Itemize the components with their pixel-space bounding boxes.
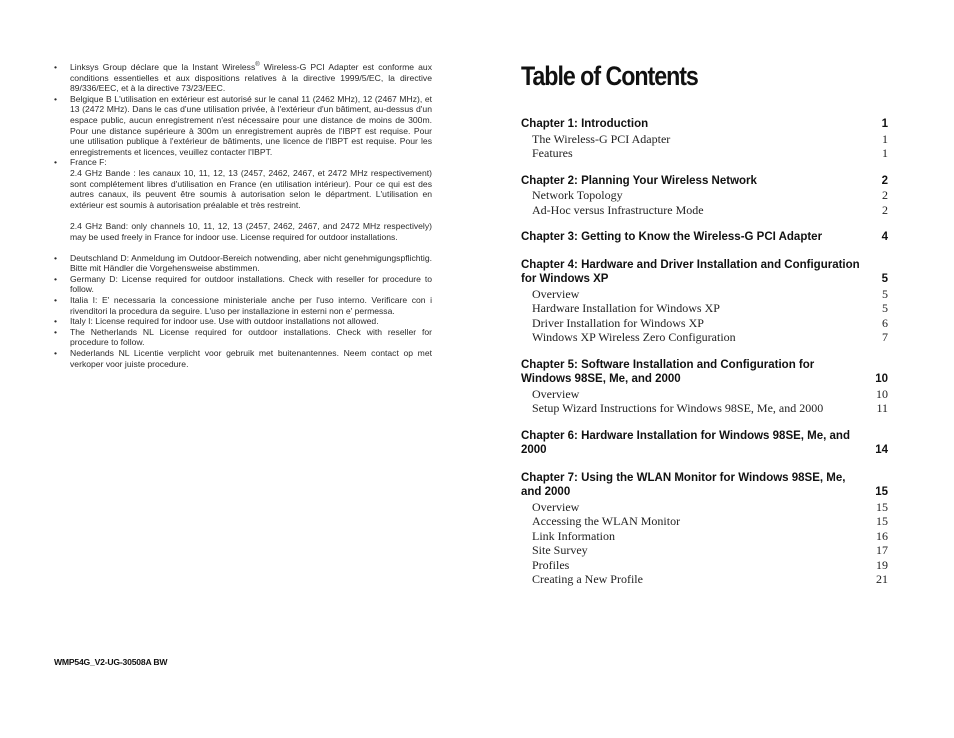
- notice-item-belgique: [54, 94, 432, 158]
- section-title: Features: [532, 146, 573, 160]
- chapter-title: Chapter 5: Software Installation and Configuration for Windows 98SE, Me, and 2000: [521, 358, 815, 385]
- notice-text: Deutschland D: Anmeldung im Outdoor-Bereich notwending, aber nicht genehmigungspflichtig. Bitte mit Händler die Vorgehensweise abstimmen.: [70, 252, 432, 274]
- notice-item-netherlands: [54, 327, 432, 348]
- section-title: Link Information: [532, 528, 615, 543]
- section-page-number: 19: [876, 557, 888, 572]
- toc-chapter-6: [521, 429, 888, 458]
- chapter-page-number: 5: [881, 273, 888, 285]
- chapter-entry[interactable]: [521, 429, 888, 458]
- section-entry[interactable]: [521, 500, 888, 515]
- notice-item-linksys-group: [54, 62, 432, 94]
- chapter-page-number: 15: [875, 486, 888, 498]
- section-title: The Wireless-G PCI Adapter: [532, 131, 671, 146]
- chapter-title: Chapter 1: Introduction: [521, 118, 649, 130]
- section-title: Windows XP Wireless Zero Configuration: [532, 330, 736, 344]
- section-title: Overview: [532, 386, 580, 401]
- section-entry[interactable]: [521, 330, 888, 345]
- section-page-number: 1: [882, 131, 888, 146]
- bullet: •: [54, 295, 58, 306]
- section-title: Profiles: [532, 557, 570, 572]
- section-entry[interactable]: [521, 316, 888, 331]
- section-entry[interactable]: [521, 301, 888, 316]
- chapter-entry[interactable]: [521, 258, 888, 287]
- section-title: Hardware Installation for Windows XP: [532, 301, 720, 315]
- section-entry[interactable]: [521, 572, 888, 587]
- section-title: Overview: [532, 499, 580, 514]
- section-entry[interactable]: [521, 387, 888, 402]
- toc-chapter-1: [521, 117, 888, 161]
- chapter-entry[interactable]: [521, 230, 888, 245]
- bullet: •: [54, 62, 58, 72]
- chapter-page-number: 2: [881, 174, 888, 187]
- notice-text: Linksys Group déclare que la Instant Wireless® Wireless-G PCI Adapter est conforme aux conditions essentielles et aux dispositions relatives à la directive 1999/5/EC, la directive 89/336/EEC, et à la directive 73/23/EEC.: [70, 62, 432, 94]
- notice-text: Italy I: License required for indoor use. Use with outdoor installations not allowed.: [70, 316, 379, 327]
- section-page-number: 5: [882, 286, 888, 301]
- notice-item-nederlands: [54, 348, 432, 369]
- section-page-number: 6: [882, 315, 888, 330]
- chapter-page-number: 10: [875, 373, 888, 385]
- section-page-number: 11: [876, 401, 888, 415]
- notice-text: Nederlands NL Licentie verplicht voor gebruik met buitenantennes. Neem contact op met verkoper voor juiste procedure.: [70, 348, 432, 369]
- bullet: •: [54, 252, 58, 263]
- toc-chapter-4: [521, 258, 888, 345]
- section-title: Creating a New Profile: [532, 572, 643, 586]
- toc-chapter-3: [521, 230, 888, 245]
- toc-chapter-5: [521, 358, 888, 416]
- notice-item-italia: [54, 295, 432, 316]
- section-entry[interactable]: [521, 132, 888, 147]
- table-of-contents: [521, 60, 888, 600]
- notice-text: Belgique B L'utilisation en extérieur est autorisé sur le canal 11 (2462 MHz), 12 (2467 MHz), et 13 (2472 MHz). Dans le cas d'une utilisation privée, à l'extérieur d'un bâtiment, au-dessus d'un espace public, aucun enregistrement n'est nécessaire pour une distance de moins de 300m. Pour une distance supérieure à 300m un enregistrement auprès de l'IBPT est requise. Pour une utilisation publique à l'extérieur de bâtiments, une licence de l'IBPT est requise. Pour les enregistrements et licences, veuillez contacter l'IBPT.: [70, 93, 432, 157]
- notice-heading: France F:: [70, 157, 107, 168]
- section-entry[interactable]: [521, 514, 888, 529]
- bullet: •: [54, 157, 58, 168]
- bullet: •: [54, 316, 58, 327]
- section-entry[interactable]: [521, 529, 888, 544]
- chapter-entry[interactable]: [521, 358, 888, 387]
- section-page-number: 17: [876, 543, 888, 557]
- section-entry[interactable]: [521, 188, 888, 203]
- chapter-entry[interactable]: [521, 174, 888, 189]
- notice-item-germany: [54, 274, 432, 295]
- section-title: Accessing the WLAN Monitor: [532, 514, 681, 528]
- chapter-title: Chapter 2: Planning Your Wireless Network: [521, 174, 757, 187]
- section-page-number: 7: [882, 330, 888, 344]
- chapter-page-number: 4: [881, 231, 888, 243]
- section-entry[interactable]: [521, 203, 888, 218]
- section-title: Overview: [532, 286, 580, 301]
- section-page-number: 5: [882, 301, 888, 315]
- chapter-title: Chapter 4: Hardware and Driver Installation and Configuration for Windows XP: [521, 258, 860, 285]
- notice-text-fr: 2.4 GHz Bande : les canaux 10, 11, 12, 13 (2457, 2462, 2467, et 2472 MHz respectivement) sont complétement libres d'utilisation en France (en utilisation intérieur). Pour ce qui est des autres canaux, ils peuvent être soumis à autorisation selon le départment. L'utilisation en extérieur est soumis à autorisation préalable et très restreint.: [70, 167, 432, 210]
- bullet: •: [54, 326, 58, 337]
- section-page-number: 16: [876, 528, 888, 543]
- notice-item-deutschland: [54, 253, 432, 274]
- section-title: Site Survey: [532, 543, 588, 557]
- section-page-number: 15: [876, 514, 888, 528]
- notice-item-italy: [54, 316, 432, 327]
- section-page-number: 21: [876, 572, 888, 586]
- document-code: WMP54G_V2-UG-30508A BW: [54, 657, 168, 667]
- regulatory-notices: [54, 62, 432, 369]
- chapter-page-number: 1: [881, 118, 888, 130]
- notice-text: The Netherlands NL License required for outdoor installations. Check with reseller for procedure to follow.: [70, 326, 432, 348]
- chapter-page-number: 14: [875, 444, 888, 456]
- section-entry[interactable]: [521, 558, 888, 573]
- section-title: Setup Wizard Instructions for Windows 98SE, Me, and 2000: [532, 401, 824, 415]
- section-title: Ad-Hoc versus Infrastructure Mode: [532, 202, 704, 217]
- toc-list: [521, 117, 888, 587]
- chapter-entry[interactable]: [521, 117, 888, 132]
- chapter-title: Chapter 3: Getting to Know the Wireless-G PCI Adapter: [521, 231, 823, 243]
- chapter-entry[interactable]: [521, 471, 888, 500]
- bullet: •: [54, 348, 58, 359]
- section-entry[interactable]: [521, 287, 888, 302]
- section-title: Network Topology: [532, 188, 623, 202]
- toc-chapter-7: [521, 471, 888, 587]
- section-entry[interactable]: [521, 401, 888, 416]
- notice-text-en: 2.4 GHz Band: only channels 10, 11, 12, 13 (2457, 2462, 2467, and 2472 MHz respectively) may be used freely in France for indoor use. License required for outdoor installations.: [70, 220, 432, 242]
- notice-text: Germany D: License required for outdoor installations. Check with reseller for procedure to follow.: [70, 273, 432, 295]
- section-page-number: 15: [876, 499, 888, 514]
- chapter-title: Chapter 6: Hardware Installation for Windows 98SE, Me, and 2000: [521, 429, 850, 456]
- section-entry[interactable]: [521, 543, 888, 558]
- toc-chapter-2: [521, 174, 888, 218]
- notice-item-france: [54, 157, 432, 242]
- section-page-number: 2: [882, 202, 888, 217]
- section-page-number: 10: [876, 386, 888, 401]
- bullet: •: [54, 93, 58, 104]
- notice-list: [54, 62, 432, 369]
- page-title: Table of Contents: [521, 61, 698, 91]
- section-page-number: 1: [882, 146, 888, 160]
- chapter-title: Chapter 7: Using the WLAN Monitor for Windows 98SE, Me, and 2000: [521, 471, 846, 498]
- section-title: Driver Installation for Windows XP: [532, 315, 704, 330]
- notice-text: Italia I: E' necessaria la concessione ministeriale anche per l'uso interno. Verificare con i rivenditori la procedura da seguire. L'uso per installazione in esterni non e' permessa.: [70, 295, 432, 316]
- bullet: •: [54, 273, 58, 284]
- section-page-number: 2: [882, 188, 888, 202]
- section-entry[interactable]: [521, 146, 888, 161]
